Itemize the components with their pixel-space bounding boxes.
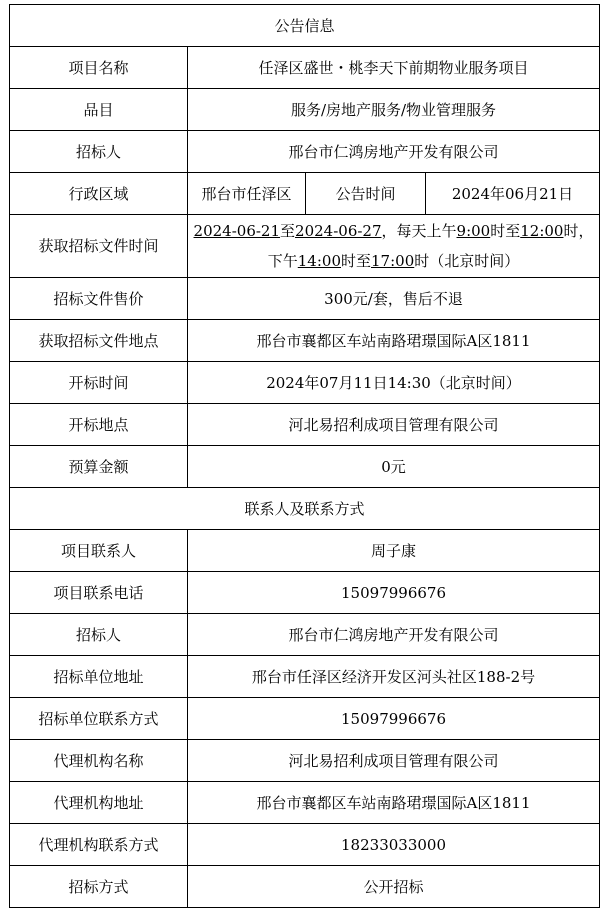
region-label: 行政区域: [10, 173, 188, 215]
doc-time-text: 时至: [341, 252, 372, 270]
doc-am-end: 12:00: [520, 222, 564, 240]
table-row: [10, 404, 600, 446]
table-row: [10, 740, 600, 782]
contact-value: 邢台市任泽区经济开发区河头社区188-2号: [188, 656, 600, 698]
contact-label: 项目联系人: [10, 530, 188, 572]
doc-am-start: 9:00: [456, 222, 491, 240]
doc-time-text: 时，下午: [267, 222, 594, 270]
table-row: [10, 89, 600, 131]
table-row: [10, 362, 600, 404]
open-time-value: 2024年07月11日14:30（北京时间）: [188, 362, 600, 404]
contact-value: 河北易招利成项目管理有限公司: [188, 740, 600, 782]
contact-label: 项目联系电话: [10, 572, 188, 614]
doc-time-value: [188, 215, 600, 278]
table-row: [10, 320, 600, 362]
table-row: [10, 215, 600, 278]
doc-place-label: 获取招标文件地点: [10, 320, 188, 362]
contact-label: 招标人: [10, 614, 188, 656]
budget-value: 0元: [188, 446, 600, 488]
doc-price-label: 招标文件售价: [10, 278, 188, 320]
region-value: 邢台市任泽区: [188, 173, 306, 215]
tender-info-table: [9, 4, 600, 908]
table-row: [10, 698, 600, 740]
table-row: [10, 782, 600, 824]
open-place-value: 河北易招利成项目管理有限公司: [188, 404, 600, 446]
contact-label: 招标单位地址: [10, 656, 188, 698]
announce-time-value: 2024年06月21日: [426, 173, 600, 215]
open-place-label: 开标地点: [10, 404, 188, 446]
notice-header-row: [10, 5, 600, 47]
doc-time-text: 至: [280, 222, 296, 240]
project-name-label: 项目名称: [10, 47, 188, 89]
doc-pm-start: 14:00: [297, 252, 341, 270]
category-label: 品目: [10, 89, 188, 131]
contact-label: 代理机构地址: [10, 782, 188, 824]
doc-end-date: 2024-06-27: [295, 222, 382, 240]
table-row: [10, 131, 600, 173]
contact-value: 邢台市襄都区车站南路珺璟国际A区1811: [188, 782, 600, 824]
contact-label: 招标单位联系方式: [10, 698, 188, 740]
contact-label: 招标方式: [10, 866, 188, 908]
table-row: [10, 278, 600, 320]
table-row: [10, 530, 600, 572]
table-row: [10, 656, 600, 698]
budget-label: 预算金额: [10, 446, 188, 488]
doc-time-text: 时至: [490, 222, 521, 240]
doc-time-text: ，每天上午: [381, 222, 457, 240]
tenderer-value: 邢台市仁鸿房地产开发有限公司: [188, 131, 600, 173]
doc-pm-end: 17:00: [371, 252, 415, 270]
doc-time-label: 获取招标文件时间: [10, 215, 188, 278]
contact-value: 18233033000: [188, 824, 600, 866]
contact-value: 公开招标: [188, 866, 600, 908]
contact-value: 邢台市仁鸿房地产开发有限公司: [188, 614, 600, 656]
category-value: 服务/房地产服务/物业管理服务: [188, 89, 600, 131]
project-name-value: 任泽区盛世・桃李天下前期物业服务项目: [188, 47, 600, 89]
doc-place-value: 邢台市襄都区车站南路珺璟国际A区1811: [188, 320, 600, 362]
table-row: [10, 866, 600, 908]
open-time-label: 开标时间: [10, 362, 188, 404]
contact-label: 代理机构名称: [10, 740, 188, 782]
table-row: [10, 446, 600, 488]
contact-value: 15097996676: [188, 572, 600, 614]
doc-price-value: 300元/套，售后不退: [188, 278, 600, 320]
table-row: [10, 614, 600, 656]
contacts-header: 联系人及联系方式: [10, 488, 600, 530]
table-row: [10, 572, 600, 614]
tenderer-label: 招标人: [10, 131, 188, 173]
table-row: [10, 47, 600, 89]
table-row: [10, 824, 600, 866]
announce-time-label: 公告时间: [306, 173, 426, 215]
contact-value: 15097996676: [188, 698, 600, 740]
contacts-header-row: [10, 488, 600, 530]
notice-header: 公告信息: [10, 5, 600, 47]
doc-time-text: 时（北京时间）: [414, 252, 520, 270]
contact-value: 周子康: [188, 530, 600, 572]
doc-start-date: 2024-06-21: [193, 222, 281, 240]
table-row: [10, 173, 600, 215]
contact-label: 代理机构联系方式: [10, 824, 188, 866]
